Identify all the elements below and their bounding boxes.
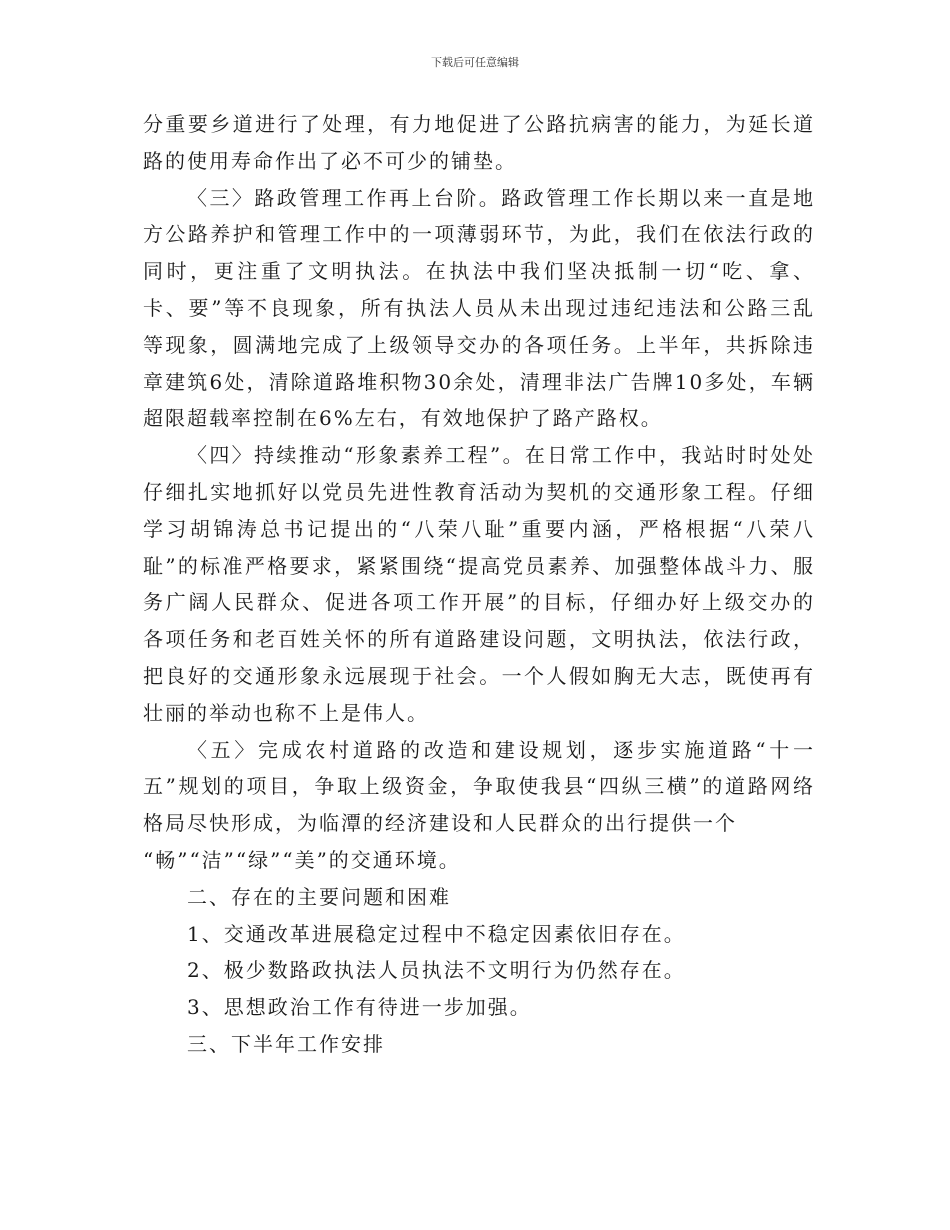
problem-item-3: 3、思想政治工作有待进一步加强。 xyxy=(187,995,532,1020)
paragraph-image-project: 〈四〉持续推动“形象素养工程”。在日常工作中，我站时时处处仔细扎实地抓好以党员先进性教育活动为契机的交通形象工程。仔细学习胡锦涛总书记提出的“八荣八耻”重要内涵，严格根据“八荣八耻”的标准严格要求，紧紧围绕“提高党员素养、加强整体战斗力、服务广阔人民群众、促进各项工作开展”的目标，仔细办好上级交办的各项任务和老百姓关怀的所有道路建设问题，文明执法，依法行政，把良好的交通形象永远展现于社会。一个人假如胸无大志，既使再有壮丽的举动也称不上是伟人。 xyxy=(143,443,815,725)
paragraph-rural-roads-main: 〈五〉完成农村道路的改造和建设规划，逐步实施道路“十一五”规划的项目，争取上级资金，争取使我县“四纵三横”的道路网络格局尽快形成，为临潭的经济建设和人民群众的出行提供一个 xyxy=(143,737,815,836)
paragraph-rural-roads xyxy=(143,732,815,879)
paragraph-road-administration: 〈三〉路政管理工作再上台阶。路政管理工作长期以来一直是地方公路养护和管理工作中的一项薄弱环节，为此，我们在依法行政的同时，更注重了文明执法。在执法中我们坚决抵制一切“吃、拿、卡、要”等不良现象，所有执法人员从未出现过违纪违法和公路三乱等现象，圆满地完成了上级领导交办的各项任务。上半年，共拆除违章建筑6处，清除道路堆积物30余处，清理非法广告牌10多处，车辆超限超载率控制在6%左右，有效地保护了路产路权。 xyxy=(143,185,815,431)
section-heading-problems: 二、存在的主要问题和困难 xyxy=(187,884,451,909)
problem-item-1: 1、交通改革进展稳定过程中不稳定因素依旧存在。 xyxy=(187,921,686,946)
problem-item-2: 2、极少数路政执法人员执法不文明行为仍然存在。 xyxy=(187,958,686,983)
document-body xyxy=(143,106,815,1063)
paragraph-rural-roads-tail: “畅”“洁”“绿”“美”的交通环境。 xyxy=(143,847,461,872)
section-heading-plan: 三、下半年工作安排 xyxy=(187,1031,385,1056)
paragraph-road-maintenance: 分重要乡道进行了处理，有力地促进了公路抗病害的能力，为延长道路的使用寿命作出了必不可少的铺垫。 xyxy=(143,112,815,173)
page-header: 下载后可任意编辑 xyxy=(431,56,519,69)
